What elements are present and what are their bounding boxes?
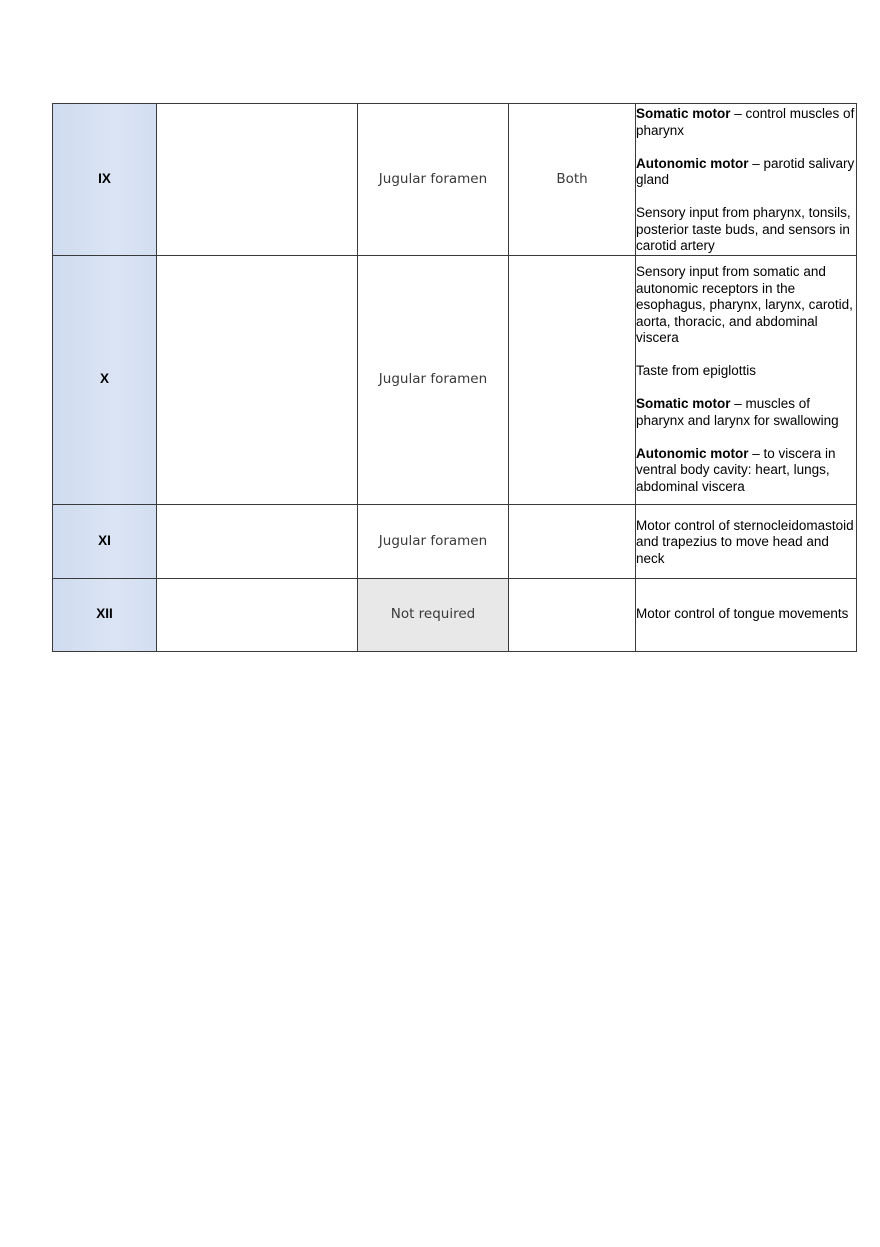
function-text: Motor control of sternocleidomastoid and trapezius to move head and neck <box>636 517 854 566</box>
function-text: Sensory input from somatic and autonomic receptors in the esophagus, pharynx, larynx, carotid, aorta, thoracic, and abdominal viscera <box>636 264 853 345</box>
empty-cell <box>157 255 358 504</box>
foramen-cell: Jugular foramen <box>358 255 509 504</box>
table-row <box>53 104 857 256</box>
foramen-cell: Jugular foramen <box>358 104 509 256</box>
function-line <box>636 446 856 496</box>
function-bold: Somatic motor <box>636 396 731 411</box>
function-text: – muscles of pharynx and larynx for swallowing <box>636 396 839 428</box>
function-text: Sensory input from pharynx, tonsils, posterior taste buds, and sensors in carotid artery <box>636 205 851 253</box>
function-line <box>636 106 856 139</box>
function-text: Taste from epiglottis <box>636 363 757 378</box>
function-text: – control muscles of pharynx <box>636 106 855 138</box>
function-text: Motor control of tongue movements <box>636 606 849 622</box>
empty-cell <box>157 104 358 256</box>
nerve-numeral: X <box>53 255 157 504</box>
function-cell <box>636 504 857 578</box>
type-cell <box>509 255 636 504</box>
table-row <box>53 578 857 651</box>
table-row <box>53 255 857 504</box>
nerve-numeral: XII <box>53 578 157 651</box>
empty-cell <box>157 504 358 578</box>
function-line <box>636 363 856 380</box>
function-line <box>636 205 856 255</box>
function-line <box>636 396 856 429</box>
function-bold: Autonomic motor <box>636 445 749 461</box>
function-text: – to viscera in ventral body cavity: heart, lungs, abdominal viscera <box>636 445 836 494</box>
function-cell <box>636 104 857 256</box>
function-line <box>636 156 856 189</box>
function-text: – parotid salivary gland <box>636 155 855 187</box>
type-cell <box>509 578 636 651</box>
empty-cell <box>157 578 358 651</box>
function-line <box>636 518 856 568</box>
function-cell <box>636 578 857 651</box>
function-bold: Somatic motor <box>636 106 731 121</box>
nerve-numeral: XI <box>53 504 157 578</box>
function-line <box>636 606 856 623</box>
cranial-nerve-table <box>52 103 857 652</box>
foramen-cell: Not required <box>358 578 509 651</box>
table-row <box>53 504 857 578</box>
foramen-cell: Jugular foramen <box>358 504 509 578</box>
function-line <box>636 264 856 347</box>
nerve-numeral: IX <box>53 104 157 256</box>
type-cell: Both <box>509 104 636 256</box>
function-bold: Autonomic motor <box>636 155 749 171</box>
type-cell <box>509 504 636 578</box>
function-cell <box>636 255 857 504</box>
